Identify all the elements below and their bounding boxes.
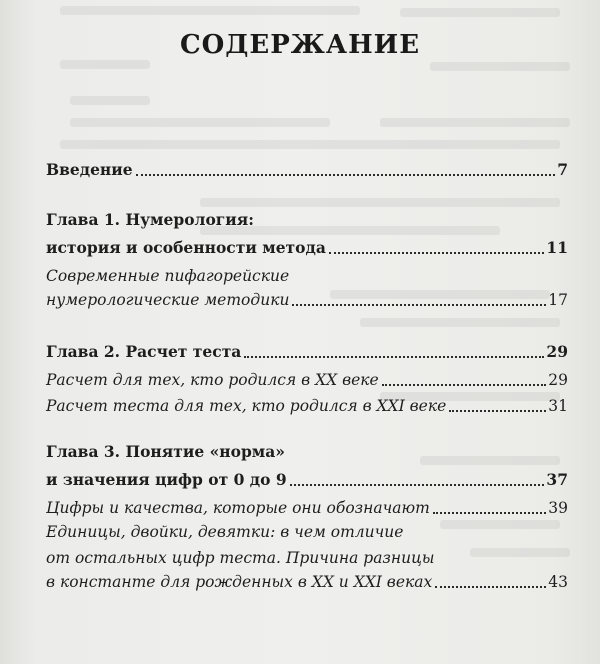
toc-page-number: 39 xyxy=(548,499,568,517)
toc-page-number: 43 xyxy=(548,573,568,591)
toc-page-number: 29 xyxy=(546,342,568,361)
toc-entry-introduction[interactable] xyxy=(46,156,568,180)
toc-entry-chapter-1-line-1: Глава 1. Нумерология: xyxy=(46,210,254,229)
toc-subentry-constant[interactable] xyxy=(46,568,568,592)
toc-subentry-methods[interactable] xyxy=(46,286,568,310)
toc-page-number: 17 xyxy=(548,291,568,309)
toc-subentry-qualities[interactable] xyxy=(46,494,568,518)
toc-page-number: 29 xyxy=(548,371,568,389)
toc-entry-chapter-2[interactable] xyxy=(46,338,568,362)
dot-leader xyxy=(136,173,556,176)
toc-subentry-line-1: Современные пифагорейские xyxy=(46,267,290,285)
toc-page-number: 31 xyxy=(548,397,568,415)
toc-subentry-multiline-2: от остальных цифр теста. Причина разницы xyxy=(46,549,435,567)
dot-leader xyxy=(244,355,544,358)
toc-subentry-xx-century[interactable] xyxy=(46,366,568,390)
dot-leader xyxy=(329,251,545,254)
dot-leader xyxy=(290,483,545,486)
toc-subentry-xxi-century[interactable] xyxy=(46,392,568,416)
toc-entry-chapter-3-line-1: Глава 3. Понятие «норма» xyxy=(46,442,285,461)
toc-entry-label: Введение xyxy=(46,160,133,179)
toc-subentry-multiline-1: Единицы, двойки, девятки: в чем отличие xyxy=(46,523,404,541)
page-title: СОДЕРЖАНИЕ xyxy=(179,30,421,60)
toc-entry-label: Расчет теста для тех, кто родился в XXI веке xyxy=(46,397,447,415)
dot-leader xyxy=(433,511,546,514)
toc-entry-label: и значения цифр от 0 до 9 xyxy=(46,470,287,489)
toc-page-number: 37 xyxy=(546,470,568,489)
toc-entry-chapter-1[interactable] xyxy=(46,234,568,258)
toc-entry-label: история и особенности метода xyxy=(46,238,326,257)
toc-page-number: 7 xyxy=(557,160,568,179)
toc-page-number: 11 xyxy=(546,238,568,257)
dot-leader xyxy=(435,585,546,588)
toc-entry-label: Цифры и качества, которые они обозначают xyxy=(46,499,430,517)
toc-entry-label: Глава 2. Расчет теста xyxy=(46,342,242,361)
toc-entry-chapter-3[interactable] xyxy=(46,466,568,490)
toc-entry-label: нумерологические методики xyxy=(46,291,290,309)
toc-entry-label: Расчет для тех, кто родился в XX веке xyxy=(46,371,379,389)
dot-leader xyxy=(449,409,546,412)
toc-entry-label: в константе для рожденных в XX и XXI веках xyxy=(46,573,433,591)
dot-leader xyxy=(382,383,547,386)
dot-leader xyxy=(292,303,546,306)
